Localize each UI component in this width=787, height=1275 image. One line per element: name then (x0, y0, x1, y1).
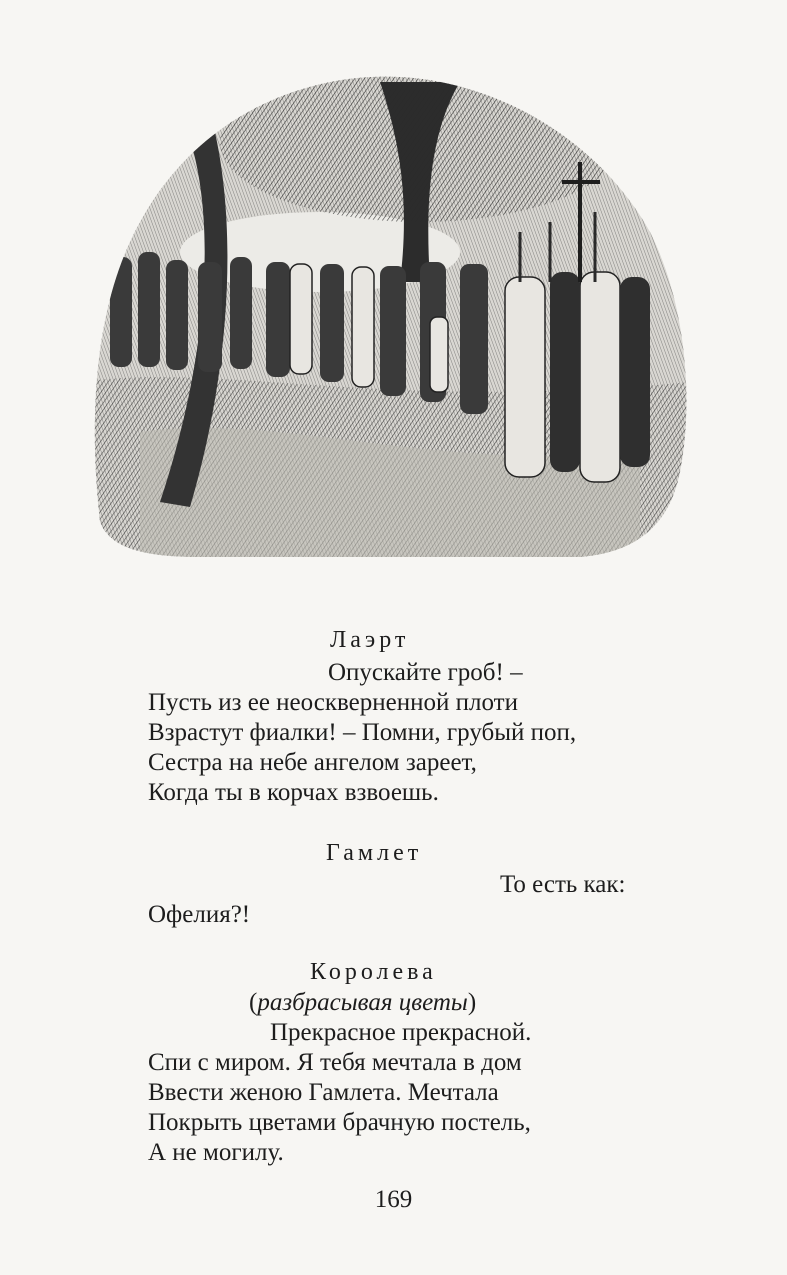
dialogue-line: Взрастут фиалки! – Помни, грубый поп, (148, 719, 577, 746)
dialogue-line: Пусть из ее неоскверненной плоти (148, 689, 518, 716)
speaker-queen: Королева (310, 959, 437, 985)
dialogue-line: Опускайте гроб! – (328, 659, 523, 686)
page-number: 169 (374, 1186, 413, 1213)
dialogue-line: То есть как: (500, 871, 626, 898)
dialogue-line: Когда ты в корчах взвоешь. (148, 779, 439, 806)
dialogue-line: Офелия?! (148, 901, 251, 928)
dialogue-line: Спи с миром. Я тебя мечтала в дом (148, 1049, 522, 1076)
dialogue-line: Ввести женою Гамлета. Мечтала (148, 1079, 499, 1106)
dialogue-line: Прекрасное прекрасной. (270, 1019, 532, 1046)
dialogue-line: Покрыть цветами брачную постель, (148, 1109, 531, 1136)
stage-direction-text: разбрасывая цветы (257, 989, 468, 1016)
speaker-laertes: Лаэрт (330, 627, 410, 653)
speaker-hamlet: Гамлет (326, 840, 423, 866)
stage-direction: (разбрасывая цветы) (249, 989, 477, 1016)
dialogue-line: Сестра на небе ангелом зареет, (148, 749, 477, 776)
dialogue-line: А не могилу. (148, 1139, 284, 1166)
